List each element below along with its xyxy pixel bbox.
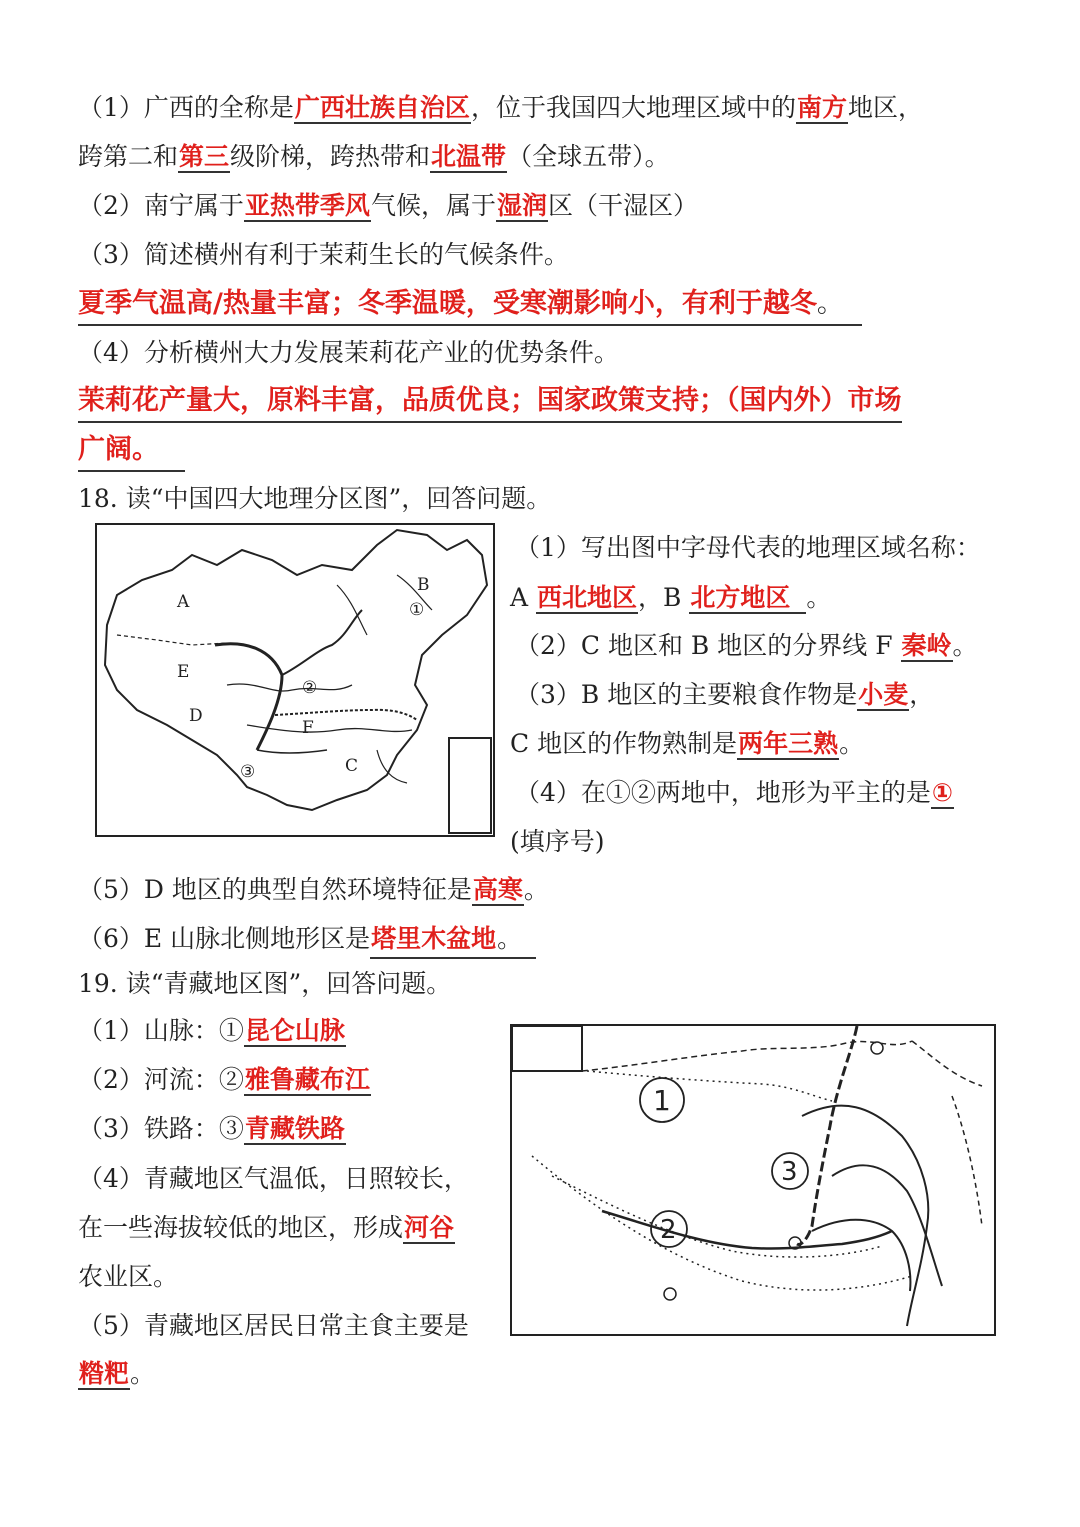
answer-agriculture: 河谷 bbox=[404, 1213, 455, 1242]
text: （3）B 地区的主要粮食作物是 bbox=[515, 680, 858, 709]
q17-part3-question: （3）简述横州有利于茉莉生长的气候条件。 bbox=[78, 240, 569, 269]
q18-part4-line1 bbox=[515, 775, 954, 811]
answer-river: 雅鲁藏布江 bbox=[244, 1065, 370, 1094]
q17-part4-answer-line2 bbox=[78, 430, 185, 472]
map-marker-3: ③ bbox=[240, 762, 256, 782]
text: （1）广西的全称是 bbox=[78, 93, 294, 122]
q17-part2 bbox=[78, 188, 698, 224]
map-marker-1: 1 bbox=[653, 1084, 671, 1117]
answer-harvest: 两年三熟 bbox=[738, 729, 839, 758]
inset-box bbox=[449, 738, 491, 833]
q18-title: 18. 读“中国四大地理分区图”，回答问题。 bbox=[78, 484, 552, 513]
city-marker bbox=[871, 1042, 883, 1054]
q18-part1-question: （1）写出图中字母代表的地理区域名称： bbox=[515, 533, 981, 562]
q18-part5 bbox=[78, 872, 549, 908]
qinling-line-F bbox=[275, 710, 417, 720]
map-marker-1: ① bbox=[409, 600, 425, 620]
q18-part2 bbox=[515, 628, 978, 664]
q17-part4-answer-line1 bbox=[78, 381, 902, 423]
map-marker-2: ② bbox=[302, 678, 318, 698]
answer-step: 第三 bbox=[179, 142, 230, 171]
text: 。 bbox=[816, 288, 844, 319]
text: 。 bbox=[523, 875, 549, 904]
kunlun-mountains bbox=[117, 635, 227, 645]
text: 在一些海拔较低的地区，形成 bbox=[78, 1213, 404, 1242]
text: （3）铁路：③ bbox=[78, 1114, 244, 1143]
yangtze-river bbox=[247, 725, 412, 732]
map-label-C: C bbox=[345, 756, 359, 776]
q17-part3-answer bbox=[78, 284, 862, 326]
answer-zone: 北温带 bbox=[431, 142, 507, 171]
region-border bbox=[912, 1041, 982, 1086]
text: 。 bbox=[952, 631, 978, 660]
text: ， bbox=[909, 680, 935, 709]
text: 。 bbox=[497, 924, 523, 953]
region-border bbox=[582, 1041, 912, 1071]
q19-part1 bbox=[78, 1013, 346, 1049]
answer-text: 茉莉花产量大，原料丰富，品质优良；国家政策支持；（国内外）市场 bbox=[78, 381, 902, 423]
text: 区（干湿区） bbox=[547, 191, 698, 220]
text: （全球五带）。 bbox=[507, 142, 670, 171]
china-outline bbox=[105, 530, 487, 810]
q17-part1-line1 bbox=[78, 90, 923, 126]
inset-corner bbox=[512, 1026, 582, 1071]
region-border-east bbox=[952, 1096, 982, 1226]
answer-railway: 青藏铁路 bbox=[244, 1114, 345, 1143]
china-regions-map bbox=[95, 523, 495, 837]
qinghai-tibet-railway bbox=[797, 1026, 857, 1244]
text: 地区， bbox=[847, 93, 923, 122]
q19-part4-line3: 农业区。 bbox=[78, 1262, 179, 1291]
boundary-qinghai-tibet bbox=[215, 644, 282, 750]
text: 级阶梯，跨热带和 bbox=[230, 142, 431, 171]
boundary-north-northwest bbox=[282, 610, 362, 675]
tibet-map-svg bbox=[512, 1026, 994, 1334]
q19-part3 bbox=[78, 1111, 346, 1147]
map-label-D: D bbox=[189, 706, 203, 726]
text: （2）C 地区和 B 地区的分界线 F bbox=[515, 631, 901, 660]
text: 气候，属于 bbox=[370, 191, 496, 220]
answer-text: 广阔。 bbox=[78, 430, 185, 472]
q17-part1-line2 bbox=[78, 139, 670, 175]
q19-part4-line2 bbox=[78, 1210, 455, 1246]
map-label-B: B bbox=[417, 575, 430, 595]
china-map-svg bbox=[97, 525, 493, 835]
answer-humidity: 湿润 bbox=[496, 191, 547, 220]
answer-B: 北方地区 bbox=[689, 583, 806, 614]
text: （2）河流：② bbox=[78, 1065, 244, 1094]
q19-part2 bbox=[78, 1062, 371, 1098]
q18-part6 bbox=[78, 921, 536, 959]
q19-title: 19. 读“青藏地区图”，回答问题。 bbox=[78, 969, 452, 998]
city-marker bbox=[664, 1288, 676, 1300]
river-east-3 bbox=[812, 1220, 910, 1291]
text: ，B bbox=[638, 583, 690, 612]
q19-part5-line2 bbox=[78, 1356, 155, 1392]
text: （4）在①②两地中，地形为平主的是 bbox=[515, 778, 931, 807]
answer-mountain: 昆仑山脉 bbox=[244, 1016, 345, 1045]
answer-A: 西北地区 bbox=[537, 583, 638, 612]
answer-F: 秦岭 bbox=[901, 631, 952, 660]
answer-guangxi-fullname: 广西壮族自治区 bbox=[294, 93, 470, 122]
map-label-F: F bbox=[302, 718, 314, 738]
answer-text: 夏季气温高/热量丰富；冬季温暖，受寒潮影响小，有利于越冬 bbox=[78, 288, 817, 319]
answer-food: 糌粑 bbox=[79, 1359, 130, 1388]
text: （5）D 地区的典型自然环境特征是 bbox=[78, 875, 472, 904]
answer-region: 南方 bbox=[796, 93, 847, 122]
qinghai-tibet-map bbox=[510, 1024, 996, 1336]
text: 。 bbox=[839, 729, 865, 758]
river bbox=[337, 585, 367, 635]
answer-basin: 塔里木盆地 bbox=[371, 924, 497, 953]
map-label-A: A bbox=[177, 592, 190, 612]
q19-part5-line1: （5）青藏地区居民日常主食主要是 bbox=[78, 1311, 469, 1340]
boundary-south bbox=[257, 750, 327, 753]
text: ，位于我国四大地理区域中的 bbox=[470, 93, 796, 122]
river-east-1 bbox=[802, 1106, 928, 1326]
text: 跨第二和 bbox=[78, 142, 179, 171]
yarlung-tsangpo bbox=[602, 1211, 892, 1249]
text: （2）南宁属于 bbox=[78, 191, 244, 220]
map-label-E: E bbox=[177, 662, 190, 682]
map-marker-2: 2 bbox=[660, 1215, 677, 1245]
text: 。 bbox=[806, 583, 832, 612]
q19-part4-line1: （4）青藏地区气温低，日照较长， bbox=[78, 1164, 469, 1193]
yellow-river bbox=[227, 684, 352, 691]
answer-climate: 亚热带季风 bbox=[244, 191, 370, 220]
q18-part3-line1 bbox=[515, 677, 934, 713]
text: （6）E 山脉北侧地形区是 bbox=[78, 924, 371, 953]
text: A bbox=[510, 583, 537, 612]
q18-part1-answer bbox=[510, 580, 831, 616]
text: C 地区的作物熟制是 bbox=[510, 729, 738, 758]
q18-part4-line2: (填序号) bbox=[510, 827, 605, 856]
text: （1）山脉：① bbox=[78, 1016, 244, 1045]
q17-part4-question: （4）分析横州大力发展茉莉花产业的优势条件。 bbox=[78, 338, 619, 367]
text: 。 bbox=[130, 1359, 156, 1388]
answer-feature: 高寒 bbox=[472, 875, 523, 904]
kunlun-mountains bbox=[587, 1071, 832, 1101]
answer-plain: ① bbox=[931, 778, 954, 807]
himalaya-mountains bbox=[532, 1156, 912, 1290]
map-marker-3: 3 bbox=[781, 1157, 798, 1187]
q18-part3-line2 bbox=[510, 726, 864, 762]
answer-crop: 小麦 bbox=[858, 680, 909, 709]
